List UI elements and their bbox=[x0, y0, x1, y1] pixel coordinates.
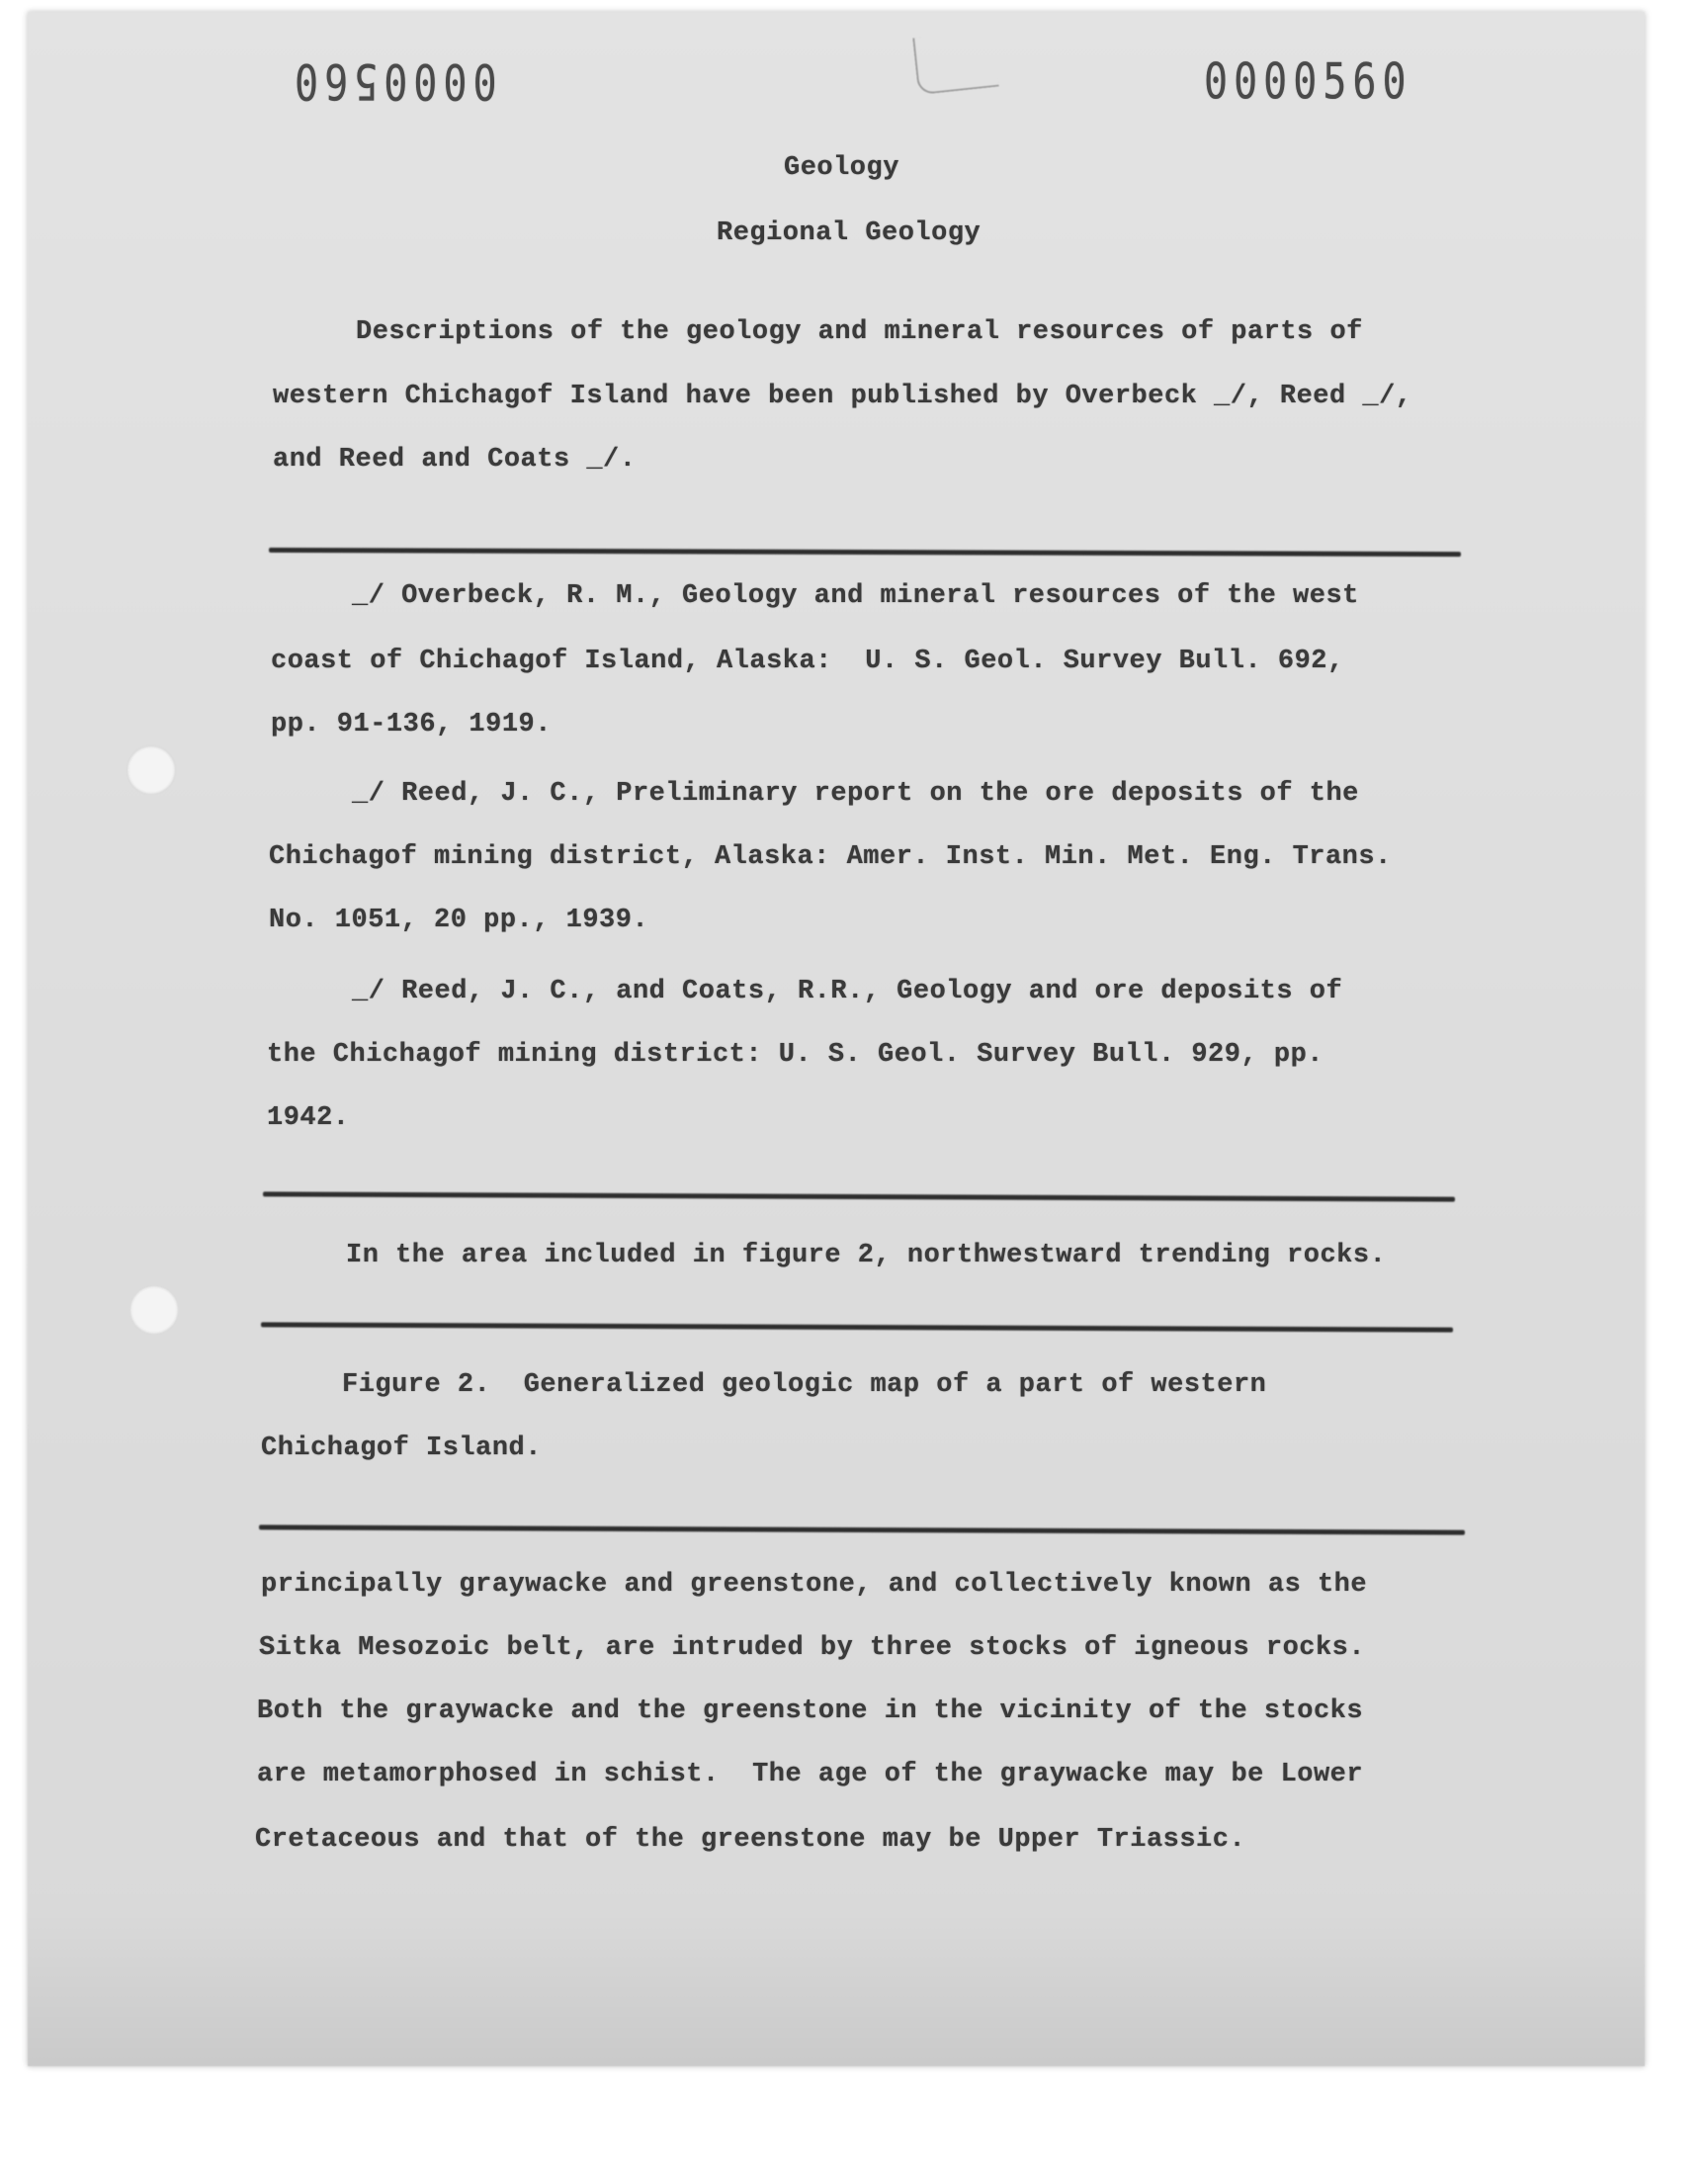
footnote-1-line-1: _/ Overbeck, R. M., Geology and mineral resources of the west bbox=[352, 581, 1359, 611]
paper-crease-mark bbox=[912, 30, 999, 95]
punch-hole-upper bbox=[127, 745, 176, 795]
document-subtitle: Regional Geology bbox=[717, 218, 982, 248]
footnote-2-line-2: Chichagof mining district, Alaska: Amer. Inst. Min. Met. Eng. Trans. bbox=[269, 842, 1392, 872]
footnote-3-line-2: the Chichagof mining district: U. S. Geol. Survey Bull. 929, pp. bbox=[267, 1040, 1324, 1070]
intro-line-2: western Chichagof Island have been published by Overbeck _/, Reed _/, bbox=[273, 382, 1412, 411]
footnote-2-line-3: No. 1051, 20 pp., 1939. bbox=[269, 906, 649, 935]
footnote-2-line-1: _/ Reed, J. C., Preliminary report on the ore deposits of the bbox=[352, 779, 1359, 809]
page-number-stamp-inverted: 0000560 bbox=[289, 51, 497, 109]
intro-line-3: and Reed and Coats _/. bbox=[273, 445, 637, 475]
footnote-1-line-3: pp. 91-136, 1919. bbox=[271, 710, 552, 740]
figure-caption-line-2: Chichagof Island. bbox=[261, 1434, 542, 1463]
footnote-3-line-3: 1942. bbox=[267, 1103, 350, 1133]
page-number-stamp: 0000560 bbox=[1204, 53, 1412, 111]
document-title: Geology bbox=[784, 153, 899, 183]
figure-caption-line-1: Figure 2. Generalized geologic map of a part of western bbox=[342, 1370, 1267, 1400]
punch-hole-lower bbox=[129, 1285, 179, 1335]
body-line-4: are metamorphosed in schist. The age of the graywacke may be Lower bbox=[257, 1760, 1364, 1789]
body-line-1: principally graywacke and greenstone, and collectively known as the bbox=[261, 1570, 1368, 1600]
body-line-5: Cretaceous and that of the greenstone may be Upper Triassic. bbox=[255, 1825, 1246, 1855]
body-line-2: Sitka Mesozoic belt, are intruded by three stocks of igneous rocks. bbox=[259, 1633, 1366, 1663]
intro-line-1: Descriptions of the geology and mineral resources of parts of bbox=[356, 317, 1363, 347]
footnote-1-line-2: coast of Chichagof Island, Alaska: U. S. Geol. Survey Bull. 692, bbox=[271, 647, 1344, 676]
footnote-3-line-1: _/ Reed, J. C., and Coats, R.R., Geology and ore deposits of bbox=[352, 977, 1343, 1006]
area-sentence: In the area included in figure 2, northwestward trending rocks. bbox=[346, 1241, 1387, 1270]
body-line-3: Both the graywacke and the greenstone in the vicinity of the stocks bbox=[257, 1696, 1364, 1726]
